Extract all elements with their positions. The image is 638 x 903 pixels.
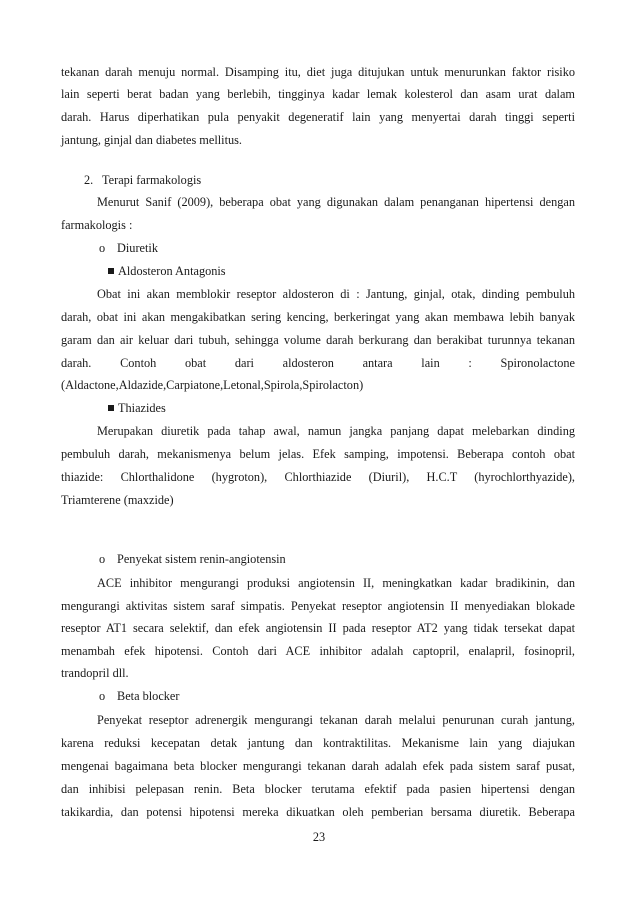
paragraph-line: (Aldactone,Aldazide,Carpiatone,Letonal,Spirola,Spirolacton) [61, 378, 364, 392]
paragraph-line: mengenai bagaimana beta blocker mengurangi tekanan darah adalah efek pada sistem saraf pusat, [61, 759, 575, 773]
paragraph-line: Obat ini akan memblokir reseptor aldosteron di : Jantung, ginjal, otak, dinding pembuluh [97, 287, 575, 301]
list-item-beta-blocker [99, 688, 559, 704]
list-item-renin [99, 551, 559, 567]
list-item-thiazides [108, 400, 568, 416]
paragraph-line: darah. Harus diperhatikan pula penyakit degeneratif lain yang menyertai darah tinggi seperti [61, 110, 575, 124]
list-item-diuretik [99, 240, 559, 256]
paragraph-line: trandopril dll. [61, 666, 129, 680]
paragraph-line: darah. Contoh obat dari aldosteron antara lain : Spironolactone [61, 356, 575, 370]
hollow-bullet: o [99, 689, 106, 703]
page-number: 23 [312, 830, 326, 844]
list-item-aldosteron [108, 263, 568, 279]
square-bullet-icon [108, 268, 114, 274]
paragraph-line: thiazide: Chlorthalidone (hygroton), Chlorthiazide (Diuril), H.C.T (hyrochlorthyazide), [61, 470, 575, 484]
paragraph-line: karena reduksi kecepatan detak jantung dan kontraktilitas. Mekanisme lain yang diajukan [61, 736, 575, 750]
paragraph-line: darah, obat ini akan mengakibatkan sering kencing, berkeringat yang akan membawa lebih banyak [61, 310, 575, 324]
list-item-label: Thiazides [118, 401, 166, 415]
paragraph-line: Penyekat reseptor adrenergik mengurangi tekanan darah melalui penurunan curah jantung, [97, 713, 575, 727]
paragraph-line: farmakologis : [61, 218, 133, 232]
paragraph-line: pembuluh darah, mekanismenya belum jelas. Efek samping, impotensi. Beberapa contoh obat [61, 447, 575, 461]
section-heading [84, 172, 544, 188]
list-item-label: Penyekat sistem renin-angiotensin [117, 552, 286, 566]
paragraph-line: Triamterene (maxzide) [61, 493, 174, 507]
hollow-bullet: o [99, 552, 106, 566]
paragraph-line: Merupakan diuretik pada tahap awal, namun jangka panjang dapat melebarkan dinding [97, 424, 575, 438]
list-item-label: Aldosteron Antagonis [118, 264, 226, 278]
paragraph-line: tekanan darah menuju normal. Disamping itu, diet juga ditujukan untuk menurunkan faktor risiko [61, 65, 575, 79]
paragraph-line: mengurangi aktivitas sistem saraf simpatis. Penyekat reseptor angiotensin II menyediakan blokade [61, 599, 575, 613]
section-title: Terapi farmakologis [102, 173, 202, 187]
paragraph-line: garam dan air keluar dari tubuh, sehingga volume darah berkurang dan berakibat turunnya tekanan [61, 333, 575, 347]
paragraph-line: Menurut Sanif (2009), beberapa obat yang digunakan dalam penanganan hipertensi dengan [97, 195, 575, 209]
paragraph-line: menambah efek hipotensi. Contoh dari ACE inhibitor adalah captopril, enalapril, fosinopril, [61, 644, 575, 658]
paragraph-line: takikardia, dan potensi hipotensi mereka dikuatkan oleh pemberian bersama diuretik. Beberapa [61, 805, 575, 819]
hollow-bullet: o [99, 241, 106, 255]
paragraph-line: jantung, ginjal dan diabetes mellitus. [61, 133, 243, 147]
square-bullet-icon [108, 405, 114, 411]
section-number: 2. [84, 173, 94, 187]
list-item-label: Diuretik [117, 241, 158, 255]
paragraph-line: lain seperti berat badan yang berlebih, tingginya kadar lemak kolesterol dan asam urat dalam [61, 87, 575, 101]
paragraph-line: ACE inhibitor mengurangi produksi angiotensin II, meningkatkan kadar bradikinin, dan [97, 576, 575, 590]
paragraph-line: dan inhibisi pelepasan renin. Beta blocker terutama efektif pada pasien hipertensi dengan [61, 782, 575, 796]
paragraph-line: reseptor AT1 secara selektif, dan efek angiotensin II pada reseptor AT2 yang tidak tersekat dapat [61, 621, 575, 635]
list-item-label: Beta blocker [117, 689, 180, 703]
